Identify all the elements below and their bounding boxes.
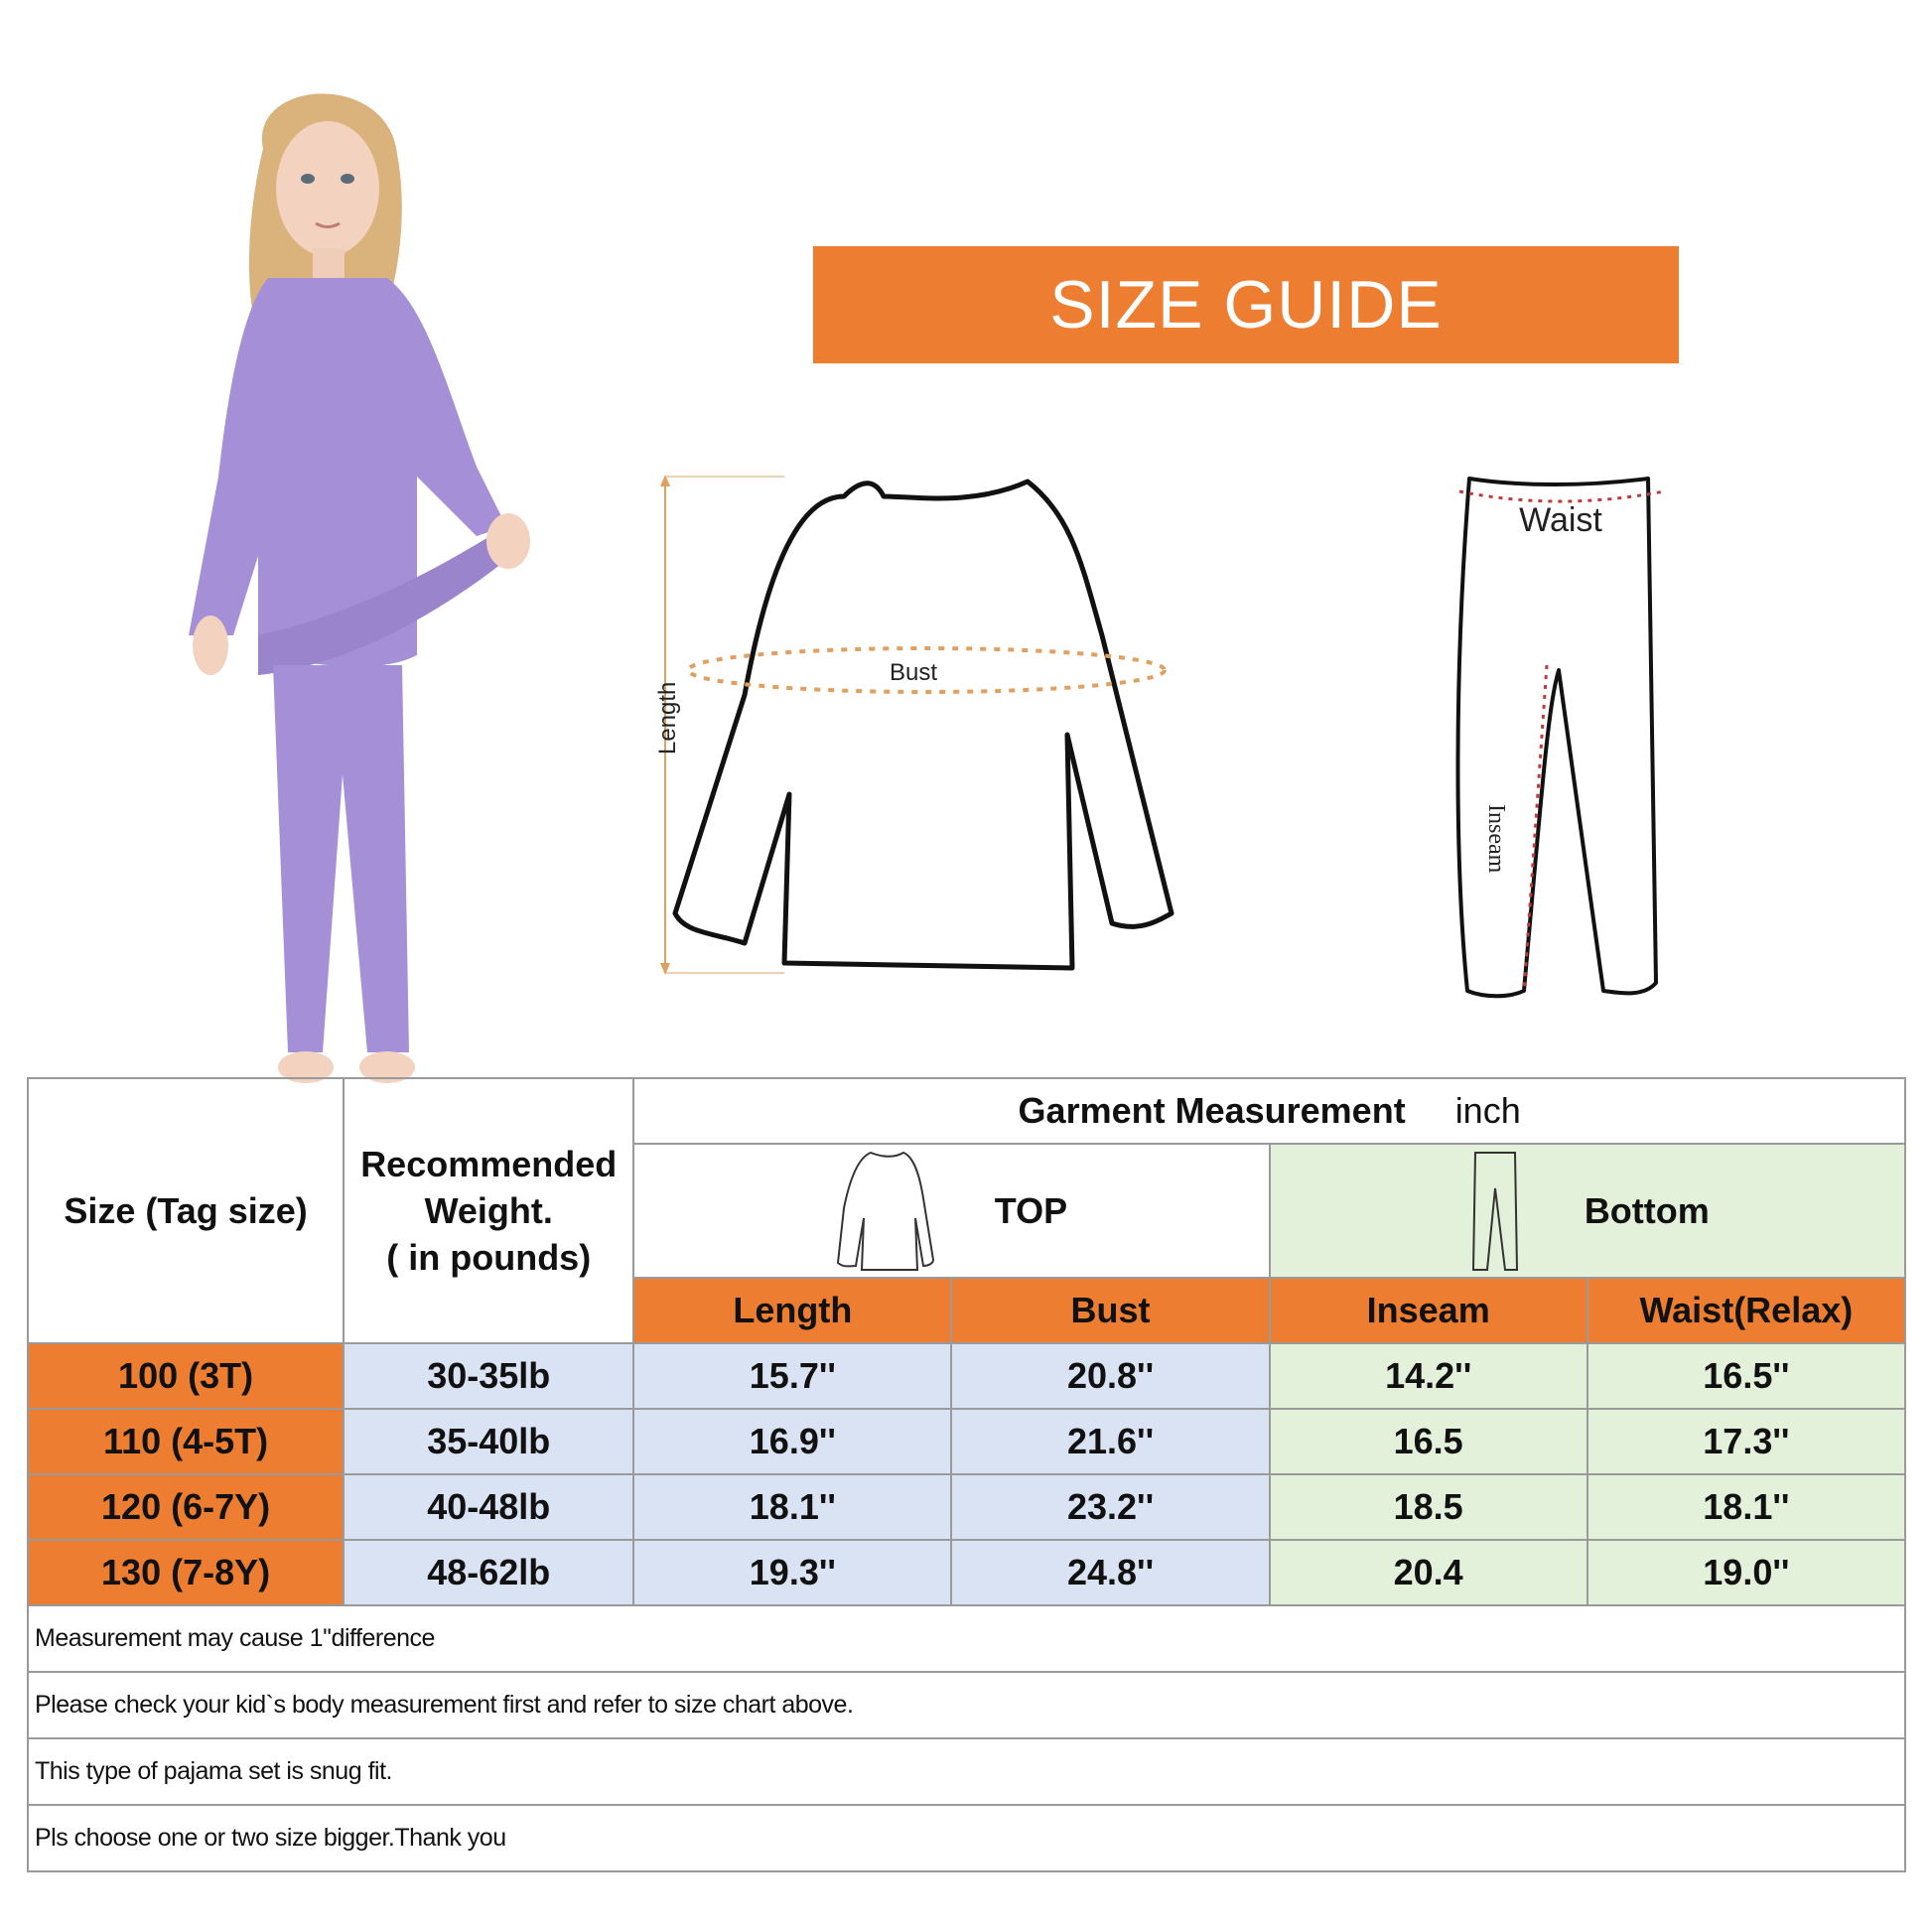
cell-weight: 30-35lb bbox=[344, 1343, 633, 1409]
cell-size: 130 (7-8Y) bbox=[28, 1540, 344, 1605]
note-row bbox=[28, 1605, 1905, 1672]
banner-title: SIZE GUIDE bbox=[1049, 267, 1443, 343]
header-garment-measurement: Garment Measurement inch bbox=[633, 1078, 1905, 1144]
header-top: TOP bbox=[633, 1144, 1269, 1278]
unit-label: inch bbox=[1454, 1090, 1521, 1131]
bust-label: Bust bbox=[889, 659, 938, 686]
cell-bust: 21.6'' bbox=[951, 1409, 1269, 1474]
top-measurement-diagram bbox=[645, 467, 1201, 983]
cell-bust: 20.8'' bbox=[951, 1343, 1269, 1409]
note-row bbox=[28, 1738, 1905, 1805]
pants-icon bbox=[1465, 1149, 1525, 1273]
size-chart-table bbox=[27, 1077, 1906, 1872]
header-bust: Bust bbox=[951, 1278, 1269, 1343]
header-bottom: Bottom bbox=[1270, 1144, 1905, 1278]
cell-inseam: 14.2'' bbox=[1270, 1343, 1587, 1409]
cell-length: 18.1'' bbox=[633, 1474, 951, 1540]
note-text: Measurement may cause 1''difference bbox=[28, 1605, 1905, 1672]
cell-waist: 18.1'' bbox=[1587, 1474, 1905, 1540]
cell-size: 120 (6-7Y) bbox=[28, 1474, 344, 1540]
cell-size: 100 (3T) bbox=[28, 1343, 344, 1409]
cell-length: 15.7'' bbox=[633, 1343, 951, 1409]
table-row bbox=[28, 1409, 1905, 1474]
cell-waist: 17.3'' bbox=[1587, 1409, 1905, 1474]
header-length: Length bbox=[633, 1278, 951, 1343]
header-waist: Waist(Relax) bbox=[1587, 1278, 1905, 1343]
header-size: Size (Tag size) bbox=[28, 1078, 344, 1343]
top-shirt-icon bbox=[836, 1149, 935, 1273]
length-label: Length bbox=[654, 681, 681, 755]
note-row bbox=[28, 1805, 1905, 1871]
cell-bust: 24.8'' bbox=[951, 1540, 1269, 1605]
cell-waist: 16.5'' bbox=[1587, 1343, 1905, 1409]
cell-length: 16.9'' bbox=[633, 1409, 951, 1474]
cell-waist: 19.0'' bbox=[1587, 1540, 1905, 1605]
child-model-photo bbox=[149, 60, 625, 1122]
cell-inseam: 20.4 bbox=[1270, 1540, 1587, 1605]
note-row bbox=[28, 1672, 1905, 1738]
note-text: Please check your kid`s body measurement first and refer to size chart above. bbox=[28, 1672, 1905, 1738]
cell-inseam: 16.5 bbox=[1270, 1409, 1587, 1474]
cell-bust: 23.2'' bbox=[951, 1474, 1269, 1540]
waist-label: Waist bbox=[1519, 501, 1602, 539]
size-guide-banner bbox=[813, 246, 1679, 363]
table-row bbox=[28, 1343, 1905, 1409]
table-row bbox=[28, 1540, 1905, 1605]
header-inseam: Inseam bbox=[1270, 1278, 1587, 1343]
cell-weight: 48-62lb bbox=[344, 1540, 633, 1605]
inseam-label: Inseam bbox=[1483, 804, 1509, 874]
cell-weight: 40-48lb bbox=[344, 1474, 633, 1540]
note-text: Pls choose one or two size bigger.Thank you bbox=[28, 1805, 1905, 1871]
table-row bbox=[28, 1474, 1905, 1540]
header-weight: Recommended Weight. ( in pounds) bbox=[344, 1078, 633, 1343]
note-text: This type of pajama set is snug fit. bbox=[28, 1738, 1905, 1805]
cell-inseam: 18.5 bbox=[1270, 1474, 1587, 1540]
bottom-measurement-diagram bbox=[1430, 467, 1698, 1013]
cell-length: 19.3'' bbox=[633, 1540, 951, 1605]
cell-weight: 35-40lb bbox=[344, 1409, 633, 1474]
cell-size: 110 (4-5T) bbox=[28, 1409, 344, 1474]
